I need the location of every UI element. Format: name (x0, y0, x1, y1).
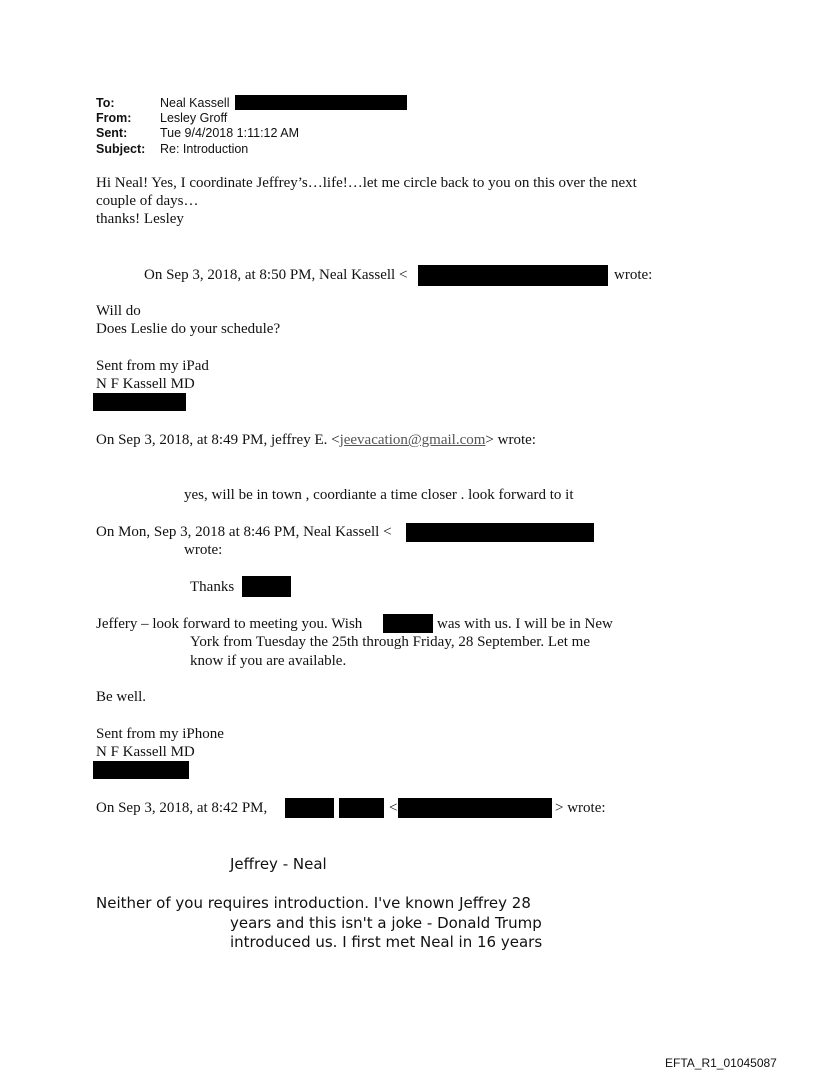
quote-header-wrote: wrote: (614, 267, 653, 283)
signature-device: Sent from my iPhone (96, 726, 224, 742)
quote-header-text: On Sep 3, 2018, at 8:49 PM, jeffrey E. < (96, 432, 340, 448)
redaction-box (339, 798, 384, 818)
redaction-box (285, 798, 334, 818)
from-value: Lesley Groff (160, 111, 228, 125)
redaction-box (418, 265, 608, 286)
quote-header: On Sep 3, 2018, at 8:42 PM, (96, 800, 268, 816)
sent-value: Tue 9/4/2018 1:11:12 AM (160, 126, 299, 140)
from-label: From: (96, 111, 132, 125)
quote-header-wrote: > wrote: (555, 800, 606, 816)
redaction-box (398, 798, 552, 818)
body-line: Hi Neal! Yes, I coordinate Jeffrey’s…life!…let me circle back to you on this over the next (96, 175, 637, 191)
body-line: Will do (96, 303, 141, 319)
subject-value: Re: Introduction (160, 142, 249, 156)
quote-header-wrote: > wrote: (485, 432, 536, 448)
intro-title: Jeffrey - Neal (230, 855, 327, 873)
body-line: know if you are available. (190, 653, 347, 669)
body-line: yes, will be in town , coordiante a time closer . look forward to it (184, 487, 574, 503)
redaction-box (242, 576, 291, 597)
body-line: Neither of you requires introduction. I've known Jeffrey 28 (96, 894, 531, 912)
signature-name: N F Kassell MD (96, 376, 195, 392)
signature-name: N F Kassell MD (96, 744, 195, 760)
body-line: Thanks (190, 579, 235, 595)
body-line: Be well. (96, 689, 146, 705)
quote-header: On Sep 3, 2018, at 8:50 PM, Neal Kassell < (144, 267, 408, 283)
body-line: thanks! Lesley (96, 211, 184, 227)
sent-label: Sent: (96, 126, 128, 140)
body-line: was with us. I will be in New (437, 616, 613, 632)
quote-header (96, 432, 536, 449)
to-label: To: (96, 96, 115, 110)
subject-label: Subject: (96, 142, 146, 156)
redaction-box (235, 95, 407, 110)
body-line: Jeffery – look forward to meeting you. Wish (96, 616, 363, 632)
to-value: Neal Kassell (160, 96, 230, 110)
body-line: couple of days… (96, 193, 199, 209)
body-line: Does Leslie do your schedule? (96, 321, 281, 337)
signature-device: Sent from my iPad (96, 358, 209, 374)
document-id: EFTA_R1_01045087 (665, 1056, 777, 1070)
email-link[interactable]: jeevacation@gmail.com (339, 432, 486, 448)
redaction-box (93, 761, 189, 779)
body-line: years and this isn't a joke - Donald Trump (230, 914, 542, 932)
redaction-box (406, 523, 594, 542)
quote-header: On Mon, Sep 3, 2018 at 8:46 PM, Neal Kassell < (96, 524, 392, 540)
redaction-box (383, 614, 433, 633)
quote-header-wrote: wrote: (184, 542, 223, 558)
quote-header-lt: < (389, 800, 398, 816)
body-line: York from Tuesday the 25th through Friday, 28 September. Let me (190, 634, 590, 650)
body-line: introduced us. I first met Neal in 16 years (230, 933, 543, 951)
redaction-box (93, 393, 186, 411)
